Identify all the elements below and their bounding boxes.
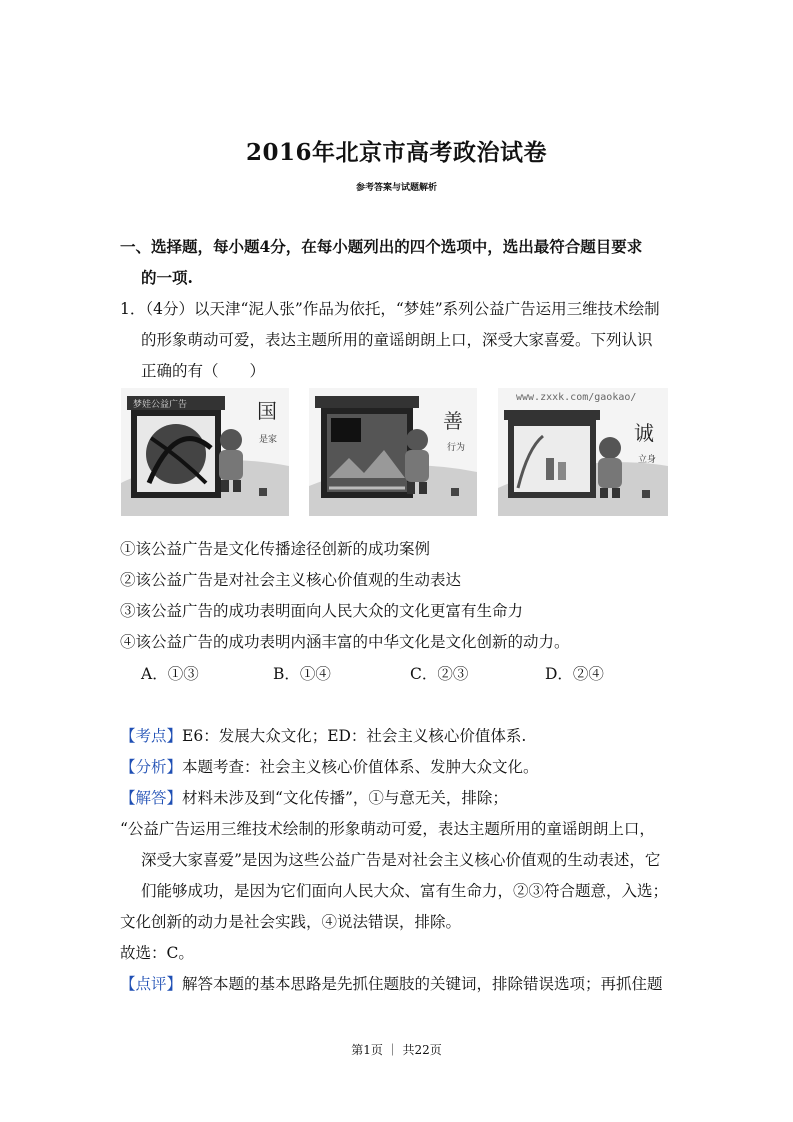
question-stem: 1．（4分）以天津“泥人张”作品为依托，“梦娃”系列公益广告运用三维技术绘制 — [120, 300, 660, 318]
statement-4: ④该公益广告的成功表明内涵丰富的中华文化是文化创新的动力。 — [120, 633, 570, 651]
question-image-2 — [309, 388, 477, 516]
explanation-line: 文化创新的动力是社会实践，④说法错误，排除。 — [120, 913, 462, 931]
explanation-line: 们能够成功，是因为它们面向人民大众、富有生命力，②③符合题意，入选； — [141, 882, 669, 900]
page-footer: 第1页 ｜ 共22页 — [351, 1043, 442, 1057]
answer-line: 故选：C。 — [120, 944, 194, 962]
statement-3: ③该公益广告的成功表明面向人民大众的文化更富有生命力 — [120, 602, 524, 620]
kaodian-text: E6：发展大众文化；ED：社会主义核心价值体系. — [182, 727, 527, 745]
kaodian-line — [120, 726, 526, 746]
explanation-line: “公益广告运用三维技术绘制的形象萌动可爱，表达主题所用的童谣朗朗上口， — [120, 820, 655, 838]
section-heading: 一、选择题，每小题4分，在每小题列出的四个选项中，选出最符合题目要求 — [120, 237, 643, 256]
section-heading-cont: 的一项. — [141, 268, 193, 287]
fenxi-text: 本题考查：社会主义核心价值体系、发肿大众文化。 — [182, 758, 539, 776]
svg-text:诚: 诚 — [634, 421, 654, 445]
fenxi-tag: 【分析】 — [120, 758, 183, 776]
fenxi-line — [120, 757, 539, 777]
jieda-line — [120, 788, 508, 808]
svg-text:www.zxxk.com/gaokao/: www.zxxk.com/gaokao/ — [516, 392, 637, 403]
question-stem-cont: 的形象萌动可爱，表达主题所用的童谣朗朗上口，深受大家喜爱。下列认识 — [141, 331, 653, 349]
question-stem-cont: 正确的有（ ） — [141, 362, 266, 380]
question-image-1 — [121, 388, 289, 516]
svg-text:行为: 行为 — [447, 443, 466, 453]
svg-text:是家: 是家 — [259, 435, 278, 445]
option-b: B．①④ — [273, 665, 331, 683]
svg-text:国: 国 — [257, 399, 277, 423]
svg-text:善: 善 — [443, 409, 463, 433]
dianping-tag: 【点评】 — [120, 975, 183, 993]
statement-1: ①该公益广告是文化传播途径创新的成功案例 — [120, 540, 431, 558]
dianping-line — [120, 974, 663, 994]
option-d: D．②④ — [545, 665, 604, 683]
statement-2: ②该公益广告是对社会主义核心价值观的生动表达 — [120, 571, 462, 589]
page-title: 2016年北京市高考政治试卷 — [245, 139, 547, 166]
explanation-line: 深受大家喜爱”是因为这些公益广告是对社会主义核心价值观的生动表述，它 — [141, 851, 661, 869]
option-c: C．②③ — [410, 665, 469, 683]
option-a: A．①③ — [141, 665, 199, 683]
dianping-text: 解答本题的基本思路是先抓住题肢的关键词，排除错误选项；再抓住题 — [182, 975, 663, 993]
kaodian-tag: 【考点】 — [120, 727, 183, 745]
jieda-tag: 【解答】 — [120, 789, 183, 807]
page-subtitle: 参考答案与试题解析 — [355, 183, 437, 193]
svg-text:梦娃公益广告: 梦娃公益广告 — [133, 400, 188, 410]
jieda-text: 材料未涉及到“文化传播”，①与意无关，排除； — [182, 789, 508, 807]
svg-text:立身: 立身 — [638, 455, 657, 465]
question-image-3 — [498, 388, 668, 516]
